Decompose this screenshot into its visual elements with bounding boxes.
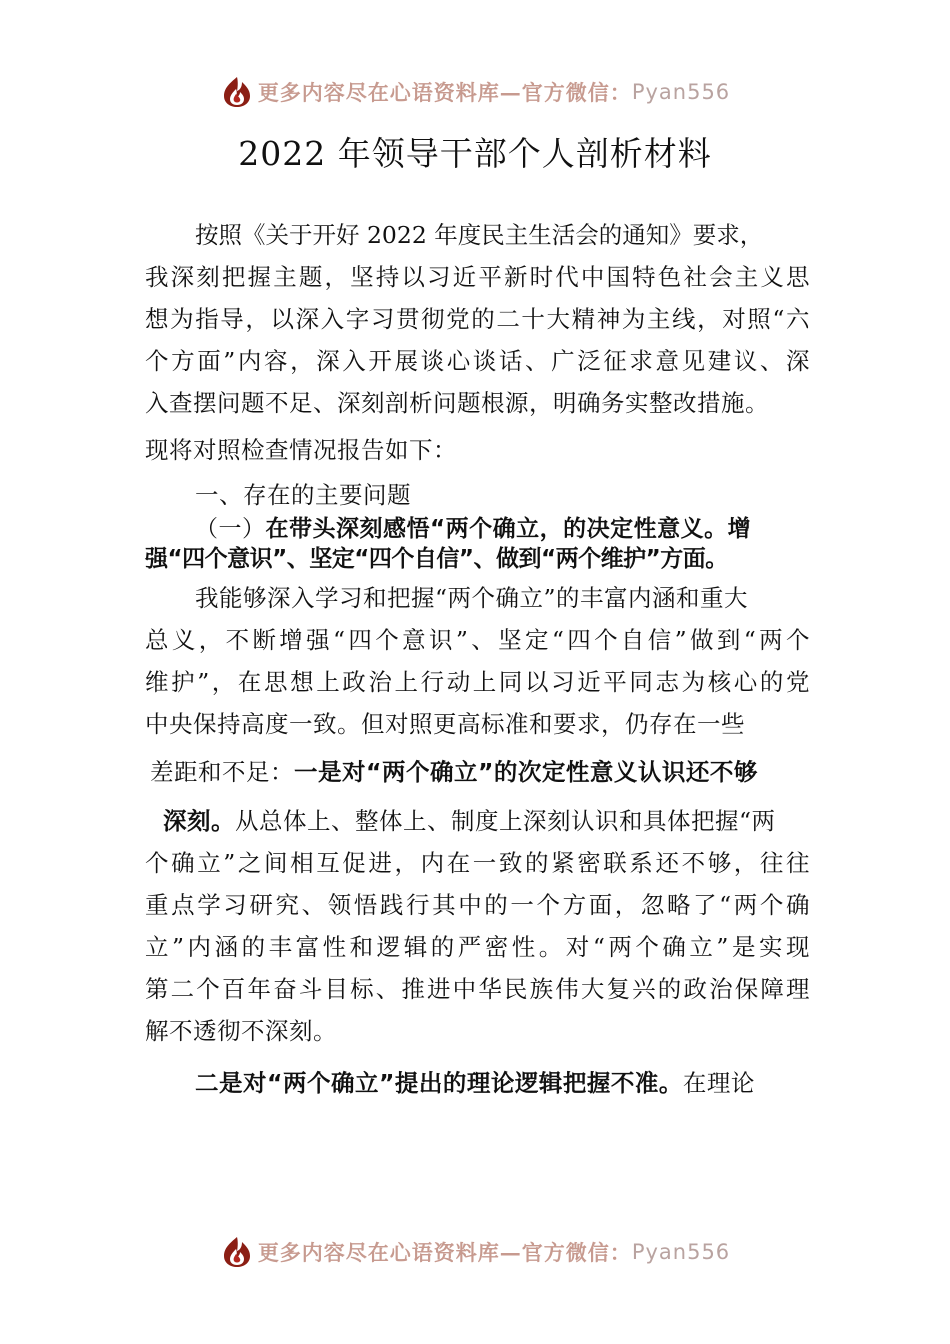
body-line-6 <box>163 806 810 836</box>
subsection-prefix: （一） <box>195 516 266 542</box>
watermark-text: 更多内容尽在心语资料库—官方微信： <box>257 1240 632 1265</box>
intro-line-3: 想为指导，以深入字习贯彻党的二十大精神为主线，对照“六 <box>145 305 810 333</box>
body-line-6-bold: 深刻。 <box>163 807 235 835</box>
body-line-2: 总义，不断增强“四个意识”、坚定“四个自信”做到“两个 <box>145 626 810 654</box>
document-title: 2022 年领导干部个人剖析材料 <box>238 134 712 173</box>
body-line-4: 中央保持高度一致。但对照更高标准和要求，仍存在一些 <box>145 710 745 738</box>
subsection-heading-1 <box>195 514 810 544</box>
section-heading-1: 一、存在的主要问题 <box>195 481 411 509</box>
body-line-11: 解不透彻不深刻。 <box>145 1017 337 1045</box>
intro-line-6: 现将对照检查情况报告如下： <box>145 436 457 464</box>
watermark-account: Pyan556 <box>631 1240 731 1264</box>
intro-line-2: 我深刻把握主题，坚持以习近平新时代中国特色社会主义思 <box>145 263 810 291</box>
watermark-bottom <box>0 1232 950 1272</box>
body-line-7: 个确立”之间相互促进，内在一致的紧密联系还不够，往往 <box>145 849 810 877</box>
body-line-3: 维护”，在思想上政治上行动上同以习近平同志为核心的党 <box>145 668 810 696</box>
body-line-6-normal: 从总体上、整体上、制度上深刻认识和具体把握“两 <box>235 807 776 835</box>
intro-line-1: 按照《关于开好 2022 年度民主生活会的通知》要求， <box>195 221 764 249</box>
body-line-10: 第二个百年奋斗目标、推进中华民族伟大复兴的政治保障理 <box>145 975 810 1003</box>
body-line-9: 立”内涵的丰富性和逻辑的严密性。对“两个确立”是实现 <box>145 933 810 961</box>
watermark-text: 更多内容尽在心语资料库—官方微信： <box>257 80 632 105</box>
intro-line-4: 个方面”内容，深入开展谈心谈话、广泛征求意见建议、深 <box>145 347 810 375</box>
subsection-heading-line-1: 在带头深刻感悟“两个确立，的决定性意义。增 <box>265 516 752 542</box>
body-line-12-normal: 在理论 <box>682 1069 755 1097</box>
watermark-account: Pyan556 <box>631 80 731 104</box>
body-line-5 <box>150 757 810 787</box>
flame-logo-icon <box>220 1235 254 1269</box>
body-line-5-bold: 一是对“两个确立”的次定性意义认识还不够 <box>294 758 758 786</box>
body-line-1: 我能够深入学习和把握“两个确立”的丰富内涵和重大 <box>195 584 749 612</box>
body-line-12 <box>195 1068 810 1098</box>
flame-logo-icon <box>220 75 254 109</box>
watermark-top <box>0 72 950 112</box>
body-line-12-bold: 二是对“两个确立”提出的理论逻辑把握不准。 <box>195 1069 683 1097</box>
body-line-8: 重点学习研究、领悟践行其中的一个方面，忽略了“两个确 <box>145 891 810 919</box>
subsection-heading-line-2: 强“四个意识”、坚定“四个自信”、做到“两个维护”方面。 <box>145 546 728 572</box>
intro-line-5: 入查摆问题不足、深刻剖析问题根源，明确务实整改措施。 <box>145 389 769 417</box>
body-line-5-normal: 差距和不足： <box>150 758 294 786</box>
